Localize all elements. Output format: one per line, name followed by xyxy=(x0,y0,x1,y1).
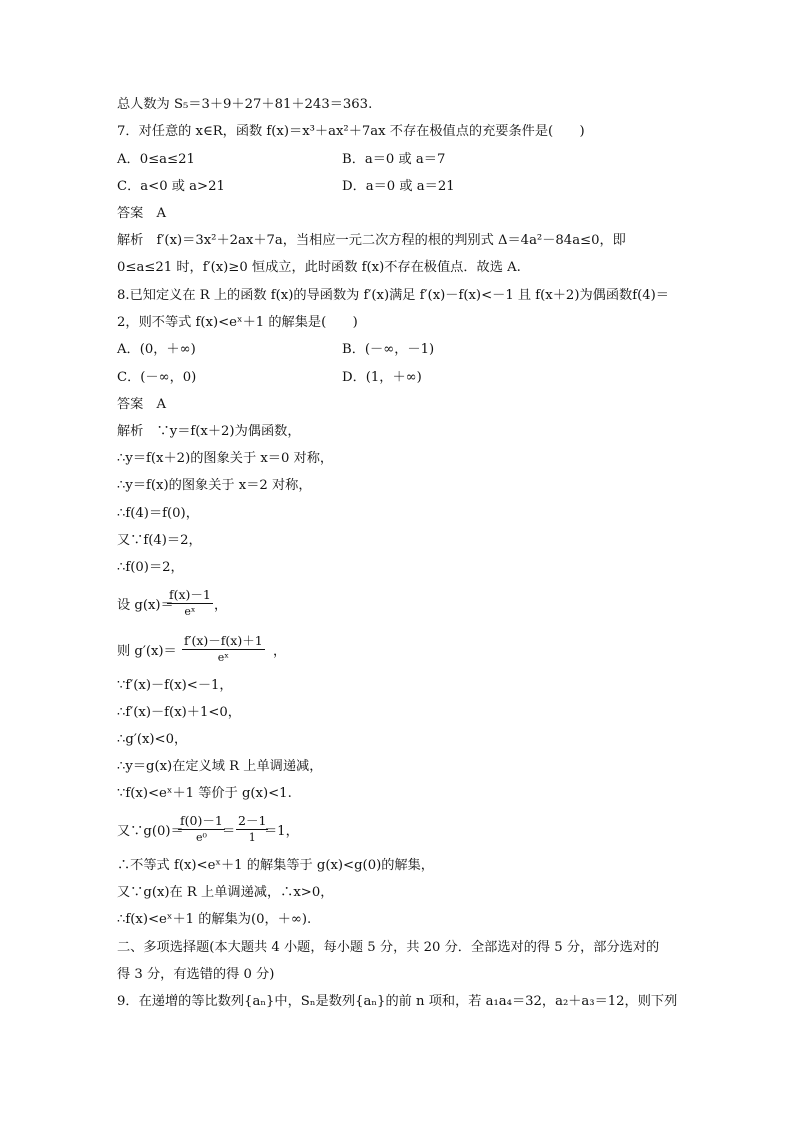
question-8-analysis-line-15: ∴不等式 f(x)<eˣ＋1 的解集等于 g(x)<g(0)的解集， xyxy=(117,858,434,873)
formula-g-definition-prefix: 设 g(x)＝ xyxy=(117,598,174,613)
question-8-analysis-line-12: ∴y＝g(x)在定义域 R 上单调递减， xyxy=(117,759,323,774)
fraction-denominator: eˣ xyxy=(184,605,196,618)
fraction-denominator: e⁰ xyxy=(195,831,207,844)
question-8-option-d: D．(1，＋∞) xyxy=(342,370,422,385)
question-7-analysis-line-1: 解析 f′(x)＝3x²＋2ax＋7a，当相应一元二次方程的根的判别式 Δ＝4a²－84a≤0，即 xyxy=(117,233,626,248)
question-8-analysis-line-13: ∵f(x)<eˣ＋1 等价于 g(x)<1. xyxy=(117,786,292,801)
question-7-option-b: B．a＝0 或 a＝7 xyxy=(342,152,446,167)
question-8-option-a: A．(0，＋∞) xyxy=(117,342,196,357)
question-7-option-c: C．a<0 或 a>21 xyxy=(117,179,225,194)
question-9-stem: 9．在递增的等比数列{aₙ}中，Sₙ是数列{aₙ}的前 n 项和，若 a₁a₄＝32，a₂＋a₃＝12，则下列 xyxy=(117,994,678,1009)
question-8-analysis-line-6: ∴f(0)＝2， xyxy=(117,560,184,575)
question-8-stem-line-2: 2，则不等式 f(x)<eˣ＋1 的解集是( ) xyxy=(117,315,358,330)
question-8-analysis-line-9: ∵f′(x)－f(x)<－1， xyxy=(117,678,233,693)
fraction-numerator: f(x)－1 xyxy=(169,587,211,602)
formula-g-derivative-suffix: ， xyxy=(273,644,287,659)
fraction-numerator: f′(x)－f(x)＋1 xyxy=(184,633,263,648)
fraction-numerator: 2－1 xyxy=(238,813,267,828)
formula-g-definition-suffix: ， xyxy=(214,598,228,613)
fraction-numerator: f(0)－1 xyxy=(180,813,223,828)
question-8-analysis-line-4: ∴f(4)＝f(0)， xyxy=(117,506,199,521)
formula-g0-fraction-1 xyxy=(178,813,225,846)
question-8-analysis-line-1: 解析 ∵y＝f(x＋2)为偶函数， xyxy=(117,424,301,439)
formula-g0-suffix: ＝1， xyxy=(264,824,299,839)
section-heading-multiple-choice-line-2: 得 3 分，有选错的得 0 分) xyxy=(117,967,275,982)
question-8-stem-line-1: 8.已知定义在 R 上的函数 f(x)的导函数为 f′(x)满足 f′(x)－f(x)<－1 且 f(x＋2)为偶函数f(4)＝ xyxy=(117,288,669,303)
question-8-analysis-line-17: ∴f(x)<eˣ＋1 的解集为(0，＋∞). xyxy=(117,912,312,927)
question-8-analysis-line-5: 又∵f(4)＝2， xyxy=(117,533,202,548)
question-7-option-d: D．a＝0 或 a＝21 xyxy=(342,179,455,194)
section-heading-multiple-choice-line-1: 二、多项选择题(本大题共 4 小题，每小题 5 分，共 20 分．全部选对的得 5 分，部分选对的 xyxy=(117,940,660,955)
question-8-analysis-line-3: ∴y＝f(x)的图象关于 x＝2 对称， xyxy=(117,478,312,493)
fraction-denominator: 1 xyxy=(248,831,256,844)
formula-g-derivative-prefix: 则 g′(x)＝ xyxy=(117,644,177,659)
text-line-total-count: 总人数为 S₅＝3＋9＋27＋81＋243＝363. xyxy=(117,97,373,112)
question-8-analysis-line-2: ∴y＝f(x＋2)的图象关于 x＝0 对称， xyxy=(117,451,334,466)
question-7-stem: 7．对任意的 x∈R，函数 f(x)＝x³＋ax²＋7ax 不存在极值点的充要条件是( ) xyxy=(117,124,585,139)
question-8-analysis-line-11: ∴g′(x)<0， xyxy=(117,732,188,747)
question-8-analysis-line-10: ∴f′(x)－f(x)＋1<0， xyxy=(117,705,241,720)
question-7-answer: 答案 A xyxy=(117,206,167,221)
question-7-option-a: A．0≤a≤21 xyxy=(117,152,195,167)
question-8-answer: 答案 A xyxy=(117,397,167,412)
question-8-option-b: B．(－∞，－1) xyxy=(342,342,435,357)
question-8-option-c: C．(－∞，0) xyxy=(117,370,197,385)
fraction-denominator: eˣ xyxy=(217,651,229,664)
question-8-analysis-line-16: 又∵g(x)在 R 上单调递减，∴x>0， xyxy=(117,885,334,900)
formula-g0-prefix: 又∵g(0)＝ xyxy=(117,824,184,839)
formula-g-definition-fraction xyxy=(167,587,213,620)
formula-g0-equals: ＝ xyxy=(222,824,236,839)
formula-g-derivative-fraction xyxy=(182,633,265,666)
question-7-analysis-line-2: 0≤a≤21 时，f′(x)≥0 恒成立，此时函数 f(x)不存在极值点．故选 A. xyxy=(117,260,521,275)
